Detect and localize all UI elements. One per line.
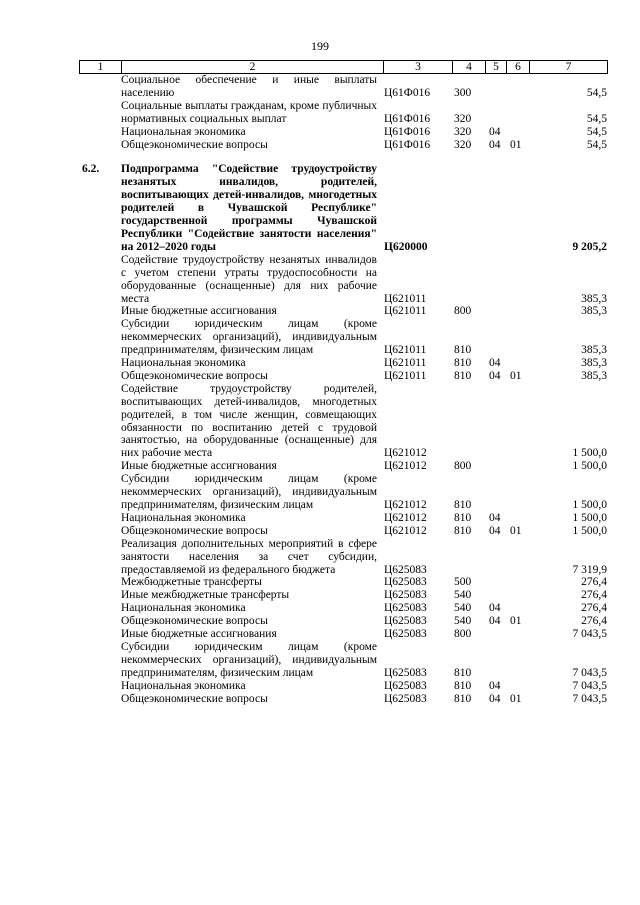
row-code: Ц621011 (384, 369, 427, 382)
row-name: Субсидии юридическим лицам (кроме некоммерческих организаций), индивидуальным предпринимателям, физическим лицам (121, 473, 377, 511)
table-row (79, 370, 608, 383)
row-rz: 04 (489, 357, 501, 370)
row-name: Реализация дополнительных мероприятий в сфере занятости населения за счет субсидии, предоставляемой из федерального бюджета (121, 537, 377, 576)
row-code: Ц625083 (384, 615, 427, 628)
row-sum: 276,4 (581, 602, 607, 615)
table-row (79, 538, 608, 577)
table-row (79, 318, 608, 357)
table-row (79, 525, 608, 538)
budget-table-body (79, 74, 608, 706)
column-header: 6 (507, 61, 530, 74)
column-header: 3 (384, 61, 453, 74)
row-vr: 800 (454, 628, 472, 641)
row-vr: 810 (454, 679, 472, 692)
row-vr: 300 (454, 86, 472, 99)
table-row (79, 589, 608, 602)
row-code: Ц625083 (384, 589, 427, 602)
row-rz: 04 (489, 524, 501, 537)
section-row (79, 163, 608, 253)
row-sum: 7 043,5 (572, 666, 607, 679)
row-name: Социальные выплаты гражданам, кроме публичных нормативных социальных выплат (121, 99, 377, 125)
row-rz: 04 (489, 615, 501, 628)
row-vr: 810 (454, 666, 472, 679)
table-row (79, 126, 608, 139)
row-pr: 01 (510, 138, 522, 151)
column-header-row (80, 61, 608, 74)
row-vr: 810 (454, 357, 472, 370)
row-name: Содействие трудоустройству незанятых инвалидов с учетом степени утраты трудоспособности на оборудованные (оснащенные) для них рабочие места (121, 253, 377, 305)
row-name: Общеэкономические вопросы (121, 615, 268, 628)
row-sum: 7 043,5 (572, 628, 607, 641)
row-name: Общеэкономические вопросы (121, 369, 268, 382)
top-rows-group (79, 74, 608, 151)
row-sum: 276,4 (581, 576, 607, 589)
table-row (79, 100, 608, 126)
row-sum: 1 500,0 (572, 499, 607, 511)
row-code: Ц621012 (384, 511, 427, 524)
row-code: Ц621011 (384, 292, 427, 305)
row-name: Содействие трудоустройству родителей, воспитывающих детей-инвалидов, многодетных родителей, в том числе женщин, совмещающих обязанности по воспитанию детей с трудовой занятостью, на оборудованные (оснащенные) для них рабочие места (121, 382, 377, 460)
row-code: Ц621012 (384, 447, 427, 460)
row-code: Ц621012 (384, 460, 427, 473)
row-vr: 800 (454, 460, 472, 473)
row-vr: 320 (454, 138, 472, 151)
row-code: Ц625083 (384, 576, 427, 589)
row-name: Иные межбюджетные трансферты (121, 589, 290, 602)
table-row (79, 139, 608, 152)
row-sum: 54,5 (586, 86, 607, 99)
row-vr: 540 (454, 615, 472, 628)
table-row (79, 473, 608, 512)
row-pr: 01 (510, 615, 522, 628)
section-code: Ц620000 (384, 240, 428, 253)
row-code: Ц61Ф016 (384, 138, 431, 151)
row-name: Иные бюджетные ассигнования (121, 460, 277, 473)
row-pr: 01 (510, 524, 522, 537)
row-name: Национальная экономика (121, 125, 246, 138)
column-header: 2 (122, 61, 384, 74)
row-vr: 810 (454, 369, 472, 382)
row-vr: 810 (454, 511, 472, 524)
table-row (79, 357, 608, 370)
spacer (79, 151, 608, 163)
row-sum: 7 319,9 (572, 563, 607, 576)
row-vr: 320 (454, 112, 472, 125)
row-vr: 810 (454, 524, 472, 537)
row-vr: 810 (454, 692, 472, 705)
column-header: 7 (530, 61, 608, 74)
row-name: Национальная экономика (121, 357, 246, 370)
row-rz: 04 (489, 125, 501, 138)
row-sum: 276,4 (581, 589, 607, 602)
row-rz: 04 (489, 511, 501, 524)
row-sum: 1 500,0 (572, 447, 607, 460)
row-rz: 04 (489, 602, 501, 615)
row-code: Ц625083 (384, 679, 427, 692)
row-code: Ц621012 (384, 499, 427, 511)
row-sum: 385,3 (581, 357, 607, 370)
table-row (79, 641, 608, 680)
section-number: 6.2. (82, 163, 100, 176)
row-pr: 01 (510, 692, 522, 705)
row-sum: 1 500,0 (572, 511, 607, 524)
row-name: Национальная экономика (121, 602, 246, 615)
row-sum: 7 043,5 (572, 679, 607, 692)
row-sum: 1 500,0 (572, 460, 607, 473)
row-vr: 540 (454, 602, 472, 615)
row-sum: 385,3 (581, 305, 607, 318)
table-row (79, 576, 608, 589)
row-vr: 320 (454, 125, 472, 138)
table-row (79, 602, 608, 615)
table-row (79, 460, 608, 473)
row-sum: 54,5 (586, 125, 607, 138)
section-name: Подпрограмма "Содействие трудоустройству незанятых инвалидов, родителей, воспитывающих детей-инвалидов, многодетных родителей в Чувашской Республике" государственной программы Чувашской Республики "Содействие занятости населения" на 2012–2020 годы (121, 163, 377, 253)
row-vr: 810 (454, 344, 472, 357)
row-sum: 385,3 (581, 344, 607, 357)
row-sum: 385,3 (581, 369, 607, 382)
table-row (79, 305, 608, 318)
column-header: 4 (453, 61, 486, 74)
table-row (79, 693, 608, 706)
row-vr: 540 (454, 589, 472, 602)
row-sum: 276,4 (581, 615, 607, 628)
row-sum: 1 500,0 (572, 524, 607, 537)
row-name: Национальная экономика (121, 679, 246, 692)
table-row (79, 512, 608, 525)
row-name: Национальная экономика (121, 511, 246, 524)
row-name: Общеэкономические вопросы (121, 524, 268, 537)
row-name: Субсидии юридическим лицам (кроме некоммерческих организаций), индивидуальным предпринимателям, физическим лицам (121, 640, 377, 679)
row-code: Ц621011 (384, 357, 427, 370)
row-vr: 800 (454, 305, 472, 318)
row-pr: 01 (510, 369, 522, 382)
row-rz: 04 (489, 692, 501, 705)
row-name: Социальное обеспечение и иные выплаты населению (121, 74, 377, 99)
row-code: Ц625083 (384, 563, 427, 576)
row-code: Ц621011 (384, 344, 427, 357)
section-sum: 9 205,2 (572, 240, 607, 253)
column-header: 1 (80, 61, 122, 74)
page-number: 199 (311, 39, 329, 53)
row-rz: 04 (489, 679, 501, 692)
row-sum: 385,3 (581, 292, 607, 305)
row-sum: 54,5 (586, 138, 607, 151)
row-rz: 04 (489, 138, 501, 151)
row-vr: 500 (454, 576, 472, 589)
column-header-table (79, 60, 608, 74)
row-code: Ц625083 (384, 692, 427, 705)
row-vr: 810 (454, 499, 472, 511)
row-name: Общеэкономические вопросы (121, 138, 268, 151)
row-sum: 7 043,5 (572, 692, 607, 705)
table-row (79, 254, 608, 306)
row-code: Ц625083 (384, 628, 427, 641)
table-row (79, 383, 608, 460)
row-name: Иные бюджетные ассигнования (121, 305, 277, 318)
row-name: Иные бюджетные ассигнования (121, 628, 277, 641)
row-sum: 54,5 (586, 112, 607, 125)
row-code: Ц621012 (384, 524, 427, 537)
row-code: Ц61Ф016 (384, 112, 431, 125)
row-name: Субсидии юридическим лицам (кроме некоммерческих организаций), индивидуальным предпринимателям, физическим лицам (121, 318, 377, 357)
row-code: Ц625083 (384, 602, 427, 615)
row-name: Общеэкономические вопросы (121, 692, 268, 705)
table-row (79, 74, 608, 100)
table-row (79, 615, 608, 628)
row-code: Ц61Ф016 (384, 125, 431, 138)
row-rz: 04 (489, 369, 501, 382)
row-code: Ц625083 (384, 666, 427, 679)
row-code: Ц61Ф016 (384, 86, 431, 99)
table-row (79, 680, 608, 693)
rows-group (79, 254, 608, 706)
row-code: Ц621011 (384, 305, 427, 318)
table-row (79, 628, 608, 641)
row-name: Межбюджетные трансферты (121, 576, 262, 589)
column-header: 5 (486, 61, 507, 74)
